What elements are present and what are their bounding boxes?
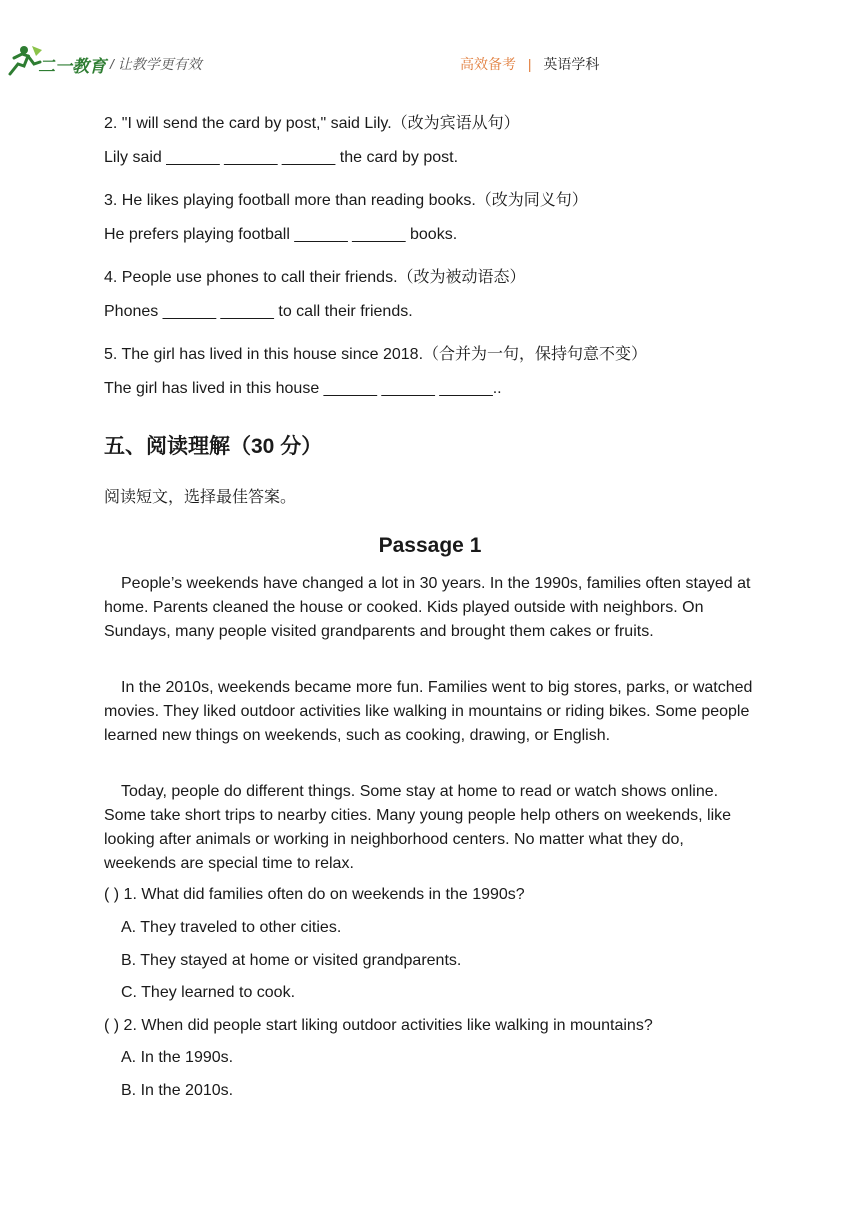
answer-line-3: He prefers playing football ______ ______ books. — [104, 226, 458, 243]
question-4: 4. People use phones to call their friends.（改为被动语态） — [104, 269, 526, 286]
option-a: A. In the 1990s. — [121, 1049, 234, 1066]
option-b: B. In the 2010s. — [121, 1082, 234, 1099]
answer-line-4: Phones ______ ______ to call their friends. — [104, 303, 413, 320]
passage-paragraph: In the 2010s, weekends became more fun. Families went to big stores, parks, or watched movies. They liked outdoor activities like walking in mountains or riding bikes. Some people learned new things on weekends, such as cooking, drawing, or English. — [104, 679, 753, 744]
header-subject — [460, 54, 599, 74]
page-header — [0, 0, 860, 90]
header-subject-label: 英语学科 — [543, 56, 600, 72]
question-2: 2. "I will send the card by post," said Lily.（改为宾语从句） — [104, 115, 520, 132]
passage-paragraph: People’s weekends have changed a lot in 30 years. In the 1990s, families often stayed at home. Parents cleaned the house or cooked. Kids played outside with neighbors. On Sundays, many people visited grandparents and brought them cakes or fruits. — [104, 575, 751, 640]
section-heading: 五、阅读理解（30 分） — [104, 435, 323, 458]
brand-name: 二一教育 — [38, 57, 106, 76]
option-b: B. They stayed at home or visited grandparents. — [121, 952, 462, 969]
header-tag: 高效备考 — [460, 56, 516, 72]
slogan: / 让教学更有效 — [110, 56, 202, 72]
passage-title: Passage 1 — [378, 534, 482, 557]
passage-paragraph: Today, people do different things. Some stay at home to read or watch shows online. Some take short trips to nearby cities. Many young people help others on weekends, like looking after animals or working in neighborhood centers. No matter what they do, weekends are special time to relax. — [104, 783, 732, 872]
header-separator: | — [527, 56, 532, 72]
question-5: 5. The girl has lived in this house since 2018.（合并为一句，保持句意不变） — [104, 346, 648, 363]
answer-line-5: The girl has lived in this house ______ ______ ______.. — [104, 380, 502, 397]
question-3: 3. He likes playing football more than reading books.（改为同义句） — [104, 192, 588, 209]
option-c: C. They learned to cook. — [121, 984, 296, 1001]
question-stem: ( ) 2. When did people start liking outdoor activities like walking in mountains? — [104, 1017, 653, 1034]
answer-line-2: Lily said ______ ______ ______ the card by post. — [104, 149, 459, 166]
question-stem: ( ) 1. What did families often do on weekends in the 1990s? — [104, 886, 525, 903]
instruction: 阅读短文，选择最佳答案。 — [104, 489, 297, 506]
option-a: A. They traveled to other cities. — [121, 919, 342, 936]
